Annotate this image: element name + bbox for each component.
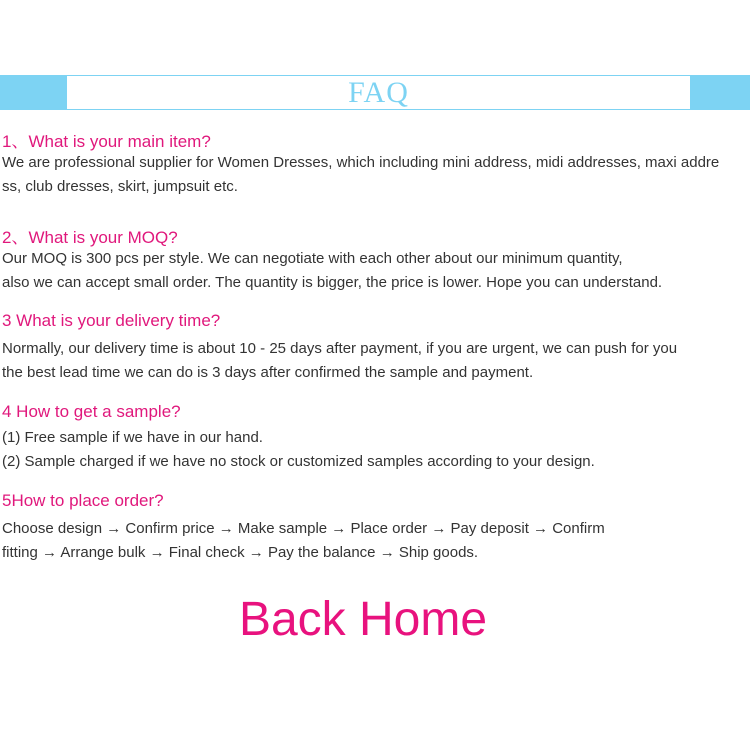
faq-question-sample: 4 How to get a sample? [2, 402, 181, 421]
faq-banner-panel [67, 76, 690, 109]
faq-answer-sample-line-1: (1) Free sample if we have in our hand. [2, 429, 263, 446]
faq-answer-delivery-line-1: Normally, our delivery time is about 10 - 25 days after payment, if you are urgent, we can push for you [2, 340, 678, 357]
faq-question-main-item: 1、What is your main item? [2, 132, 211, 151]
faq-answer-delivery-line-2: the best lead time we can do is 3 days after confirmed the sample and payment. [2, 364, 534, 381]
faq-answer-sample-line-2: (2) Sample charged if we have no stock or customized samples according to your design. [2, 453, 595, 470]
faq-answer-order-line-1: Choose design → Confirm price → Make sample → Place order → Pay deposit → Confirm [2, 520, 605, 537]
faq-answer-main-item-line-2: ss, club dresses, skirt, jumpsuit etc. [2, 178, 238, 195]
faq-answer-moq-line-2: also we can accept small order. The quantity is bigger, the price is lower. Hope you can understand. [2, 274, 663, 291]
faq-question-place-order: 5How to place order? [2, 491, 164, 510]
faq-answer-moq-line-1: Our MOQ is 300 pcs per style. We can negotiate with each other about our minimum quantity, [2, 250, 623, 267]
faq-answer-order-line-2: fitting → Arrange bulk → Final check → Pay the balance → Ship goods. [2, 544, 479, 561]
faq-question-delivery-time: 3 What is your delivery time? [2, 311, 221, 330]
faq-answer-main-item-line-1: We are professional supplier for Women Dresses, which including mini address, midi addresses, maxi addre [2, 154, 720, 171]
faq-banner [0, 75, 750, 110]
faq-title: FAQ [348, 76, 409, 109]
back-home-link[interactable]: Back Home [238, 593, 488, 646]
faq-question-moq: 2、What is your MOQ? [2, 228, 178, 247]
